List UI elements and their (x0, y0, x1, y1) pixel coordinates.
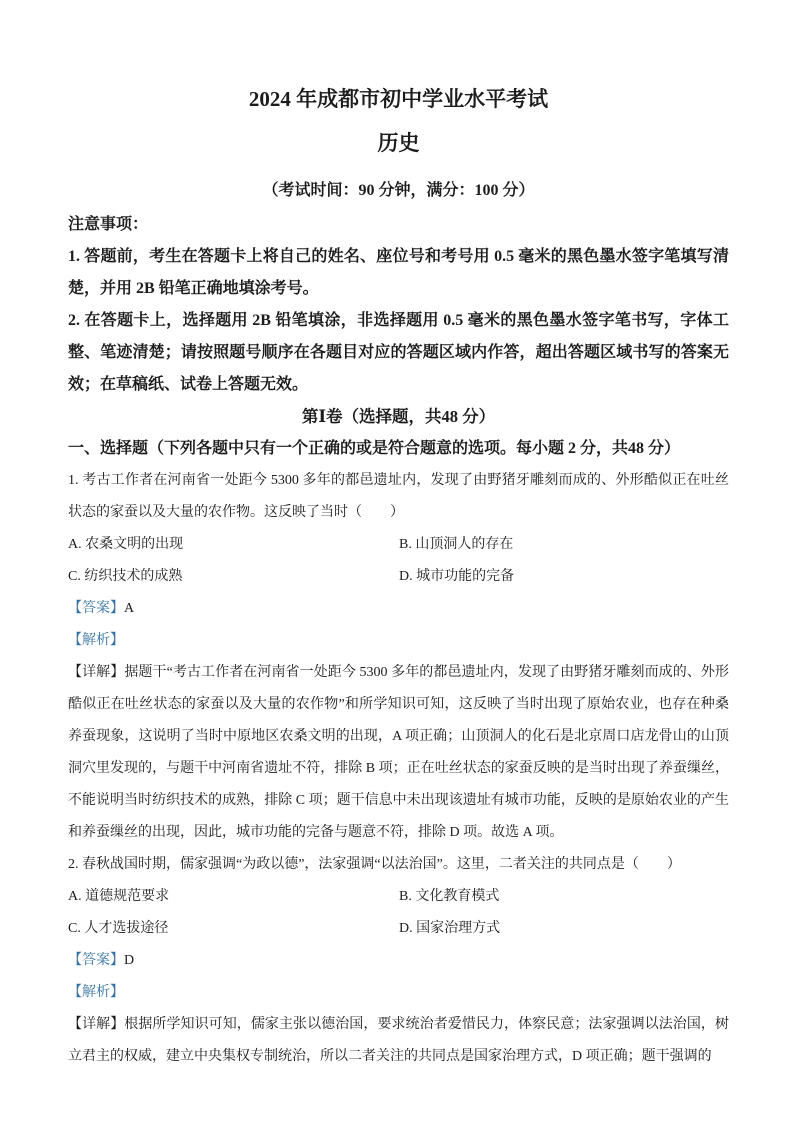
question-2-option-a: A. 道德规范要求 (68, 888, 170, 904)
question-2-answer-value: D (124, 952, 135, 968)
notice-item-2: 2. 在答题卡上，选择题用 2B 铅笔填涂，非选择题用 0.5 毫米的黑色墨水签字笔书写，字体工整、笔迹清楚；请按照题号顺序在各题目对应的答题区域内作答，超出答题区域书写的答案无效；在草稿纸、试卷上答题无效。 (68, 311, 729, 393)
question-2-stem: 2. 春秋战国时期，儒家强调“为政以德”，法家强调“以法治国”。这里，二者关注的共同点是（ ） (68, 856, 681, 872)
question-2-options (68, 881, 729, 945)
question-1-analysis (68, 625, 729, 657)
question-1 (68, 465, 729, 849)
document-body (68, 209, 729, 1073)
question-1-detail (68, 657, 729, 849)
question-1-analysis-label: 【解析】 (68, 632, 124, 648)
exam-info: （考试时间：90 分钟，满分：100 分） (262, 181, 535, 199)
question-2-answer (68, 945, 729, 977)
question-1-option-c: C. 纺织技术的成熟 (68, 568, 183, 584)
question-1-options (68, 529, 729, 593)
question-2-detail-text: 根据所学知识可知，儒家主张以德治国，要求统治者爱惜民力，体察民意；法家强调以法治国，树立君主的权威，建立中央集权专制统治，所以二者关注的共同点是国家治理方式，D 项正确；题干强调的 (68, 1016, 730, 1064)
question-2 (68, 849, 729, 1073)
question-2-detail-label: 【详解】 (68, 1016, 125, 1032)
question-2-analysis-label: 【解析】 (68, 984, 124, 1000)
question-1-answer-value: A (124, 600, 135, 616)
question-1-detail-text: 据题干“考古工作者在河南省一处距今 5300 多年的都邑遗址内，发现了由野猪牙雕刻而成的、外形酷似正在吐丝状态的家蚕以及大量的农作物”和所学知识可知，这反映了当时出现了原始农业，也存在种桑养蚕现象，这说明了当时中原地区农桑文明的出现，A 项正确；山顶洞人的化石是北京周口店龙骨山的山顶洞穴里发现的，与题干中河南省遗址不符，排除 B 项；正在吐丝状态的家蚕反映的是当时出现了养蚕缫丝，不能说明当时纺织技术的成熟，排除 C 项；题干信息中未出现该遗址有城市功能，反映的是原始农业的产生和养蚕缫丝的出现，因此，城市功能的完备与题意不符，排除 D 项。故选 A 项。 (68, 664, 730, 840)
notices-heading: 注意事项： (68, 215, 149, 233)
exam-title: 2024 年成都市初中学业水平考试 (248, 87, 549, 112)
exam-subject: 历史 (377, 131, 420, 156)
volume-heading: 第Ⅰ卷（选择题，共48 分） (301, 406, 496, 426)
question-1-detail-label: 【详解】 (68, 664, 125, 680)
question-1-option-d: D. 城市功能的完备 (399, 568, 515, 584)
question-2-option-d: D. 国家治理方式 (399, 920, 501, 936)
question-2-detail (68, 1009, 729, 1073)
question-2-option-b: B. 文化教育模式 (399, 888, 500, 904)
question-2-answer-label: 【答案】 (68, 952, 124, 968)
section-heading: 一、选择题（下列各题中只有一个正确的或是符合题意的选项。每小题 2 分，共48 分） (68, 439, 681, 457)
question-1-stem: 1. 考古工作者在河南省一处距今 5300 多年的都邑遗址内，发现了由野猪牙雕刻而成的、外形酷似正在吐丝状态的家蚕以及大量的农作物。这反映了当时（ ） (68, 472, 729, 520)
question-1-option-a: A. 农桑文明的出现 (68, 536, 184, 552)
question-1-answer-label: 【答案】 (68, 600, 124, 616)
notice-item-1: 1. 答题前，考生在答题卡上将自己的姓名、座位号和考号用 0.5 毫米的黑色墨水签字笔填写清楚，并用 2B 铅笔正确地填涂考号。 (68, 247, 729, 297)
question-1-option-b: B. 山顶洞人的存在 (399, 536, 514, 552)
question-1-answer (68, 593, 729, 625)
question-2-option-c: C. 人才选拔途径 (68, 920, 169, 936)
question-2-analysis (68, 977, 729, 1009)
